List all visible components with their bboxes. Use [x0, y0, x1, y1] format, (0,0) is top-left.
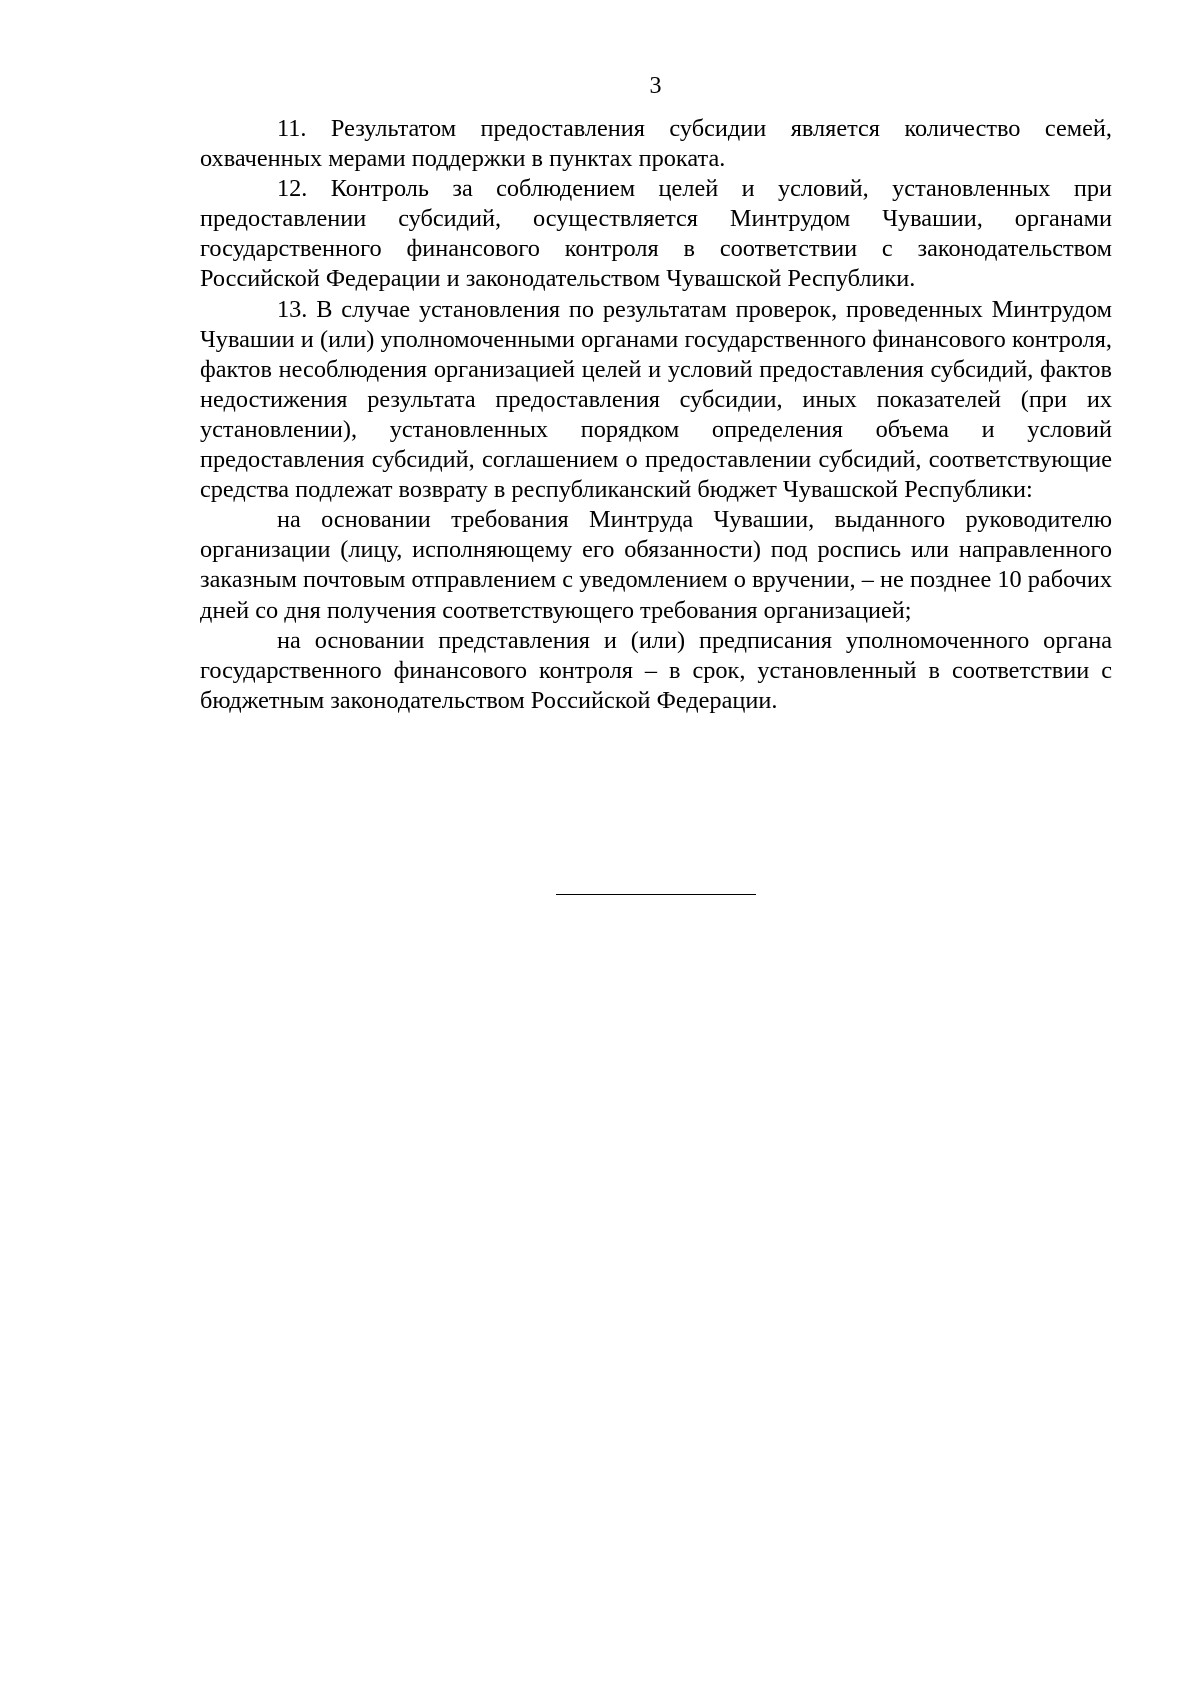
paragraph-13-clause-control-body: на основании представления и (или) предписания уполномоченного органа государственного финансового контроля – в срок, установленный в соответствии с бюджетным законодательством Российской Федерации.: [200, 626, 1112, 714]
document-body: [200, 114, 1112, 716]
paragraph-13-clause-requirement: на основании требования Минтруда Чувашии, выданного руководителю организации (лицу, исполняющему его обязанности) под роспись или направленного заказным почтовым отправлением с уведомлением о вручении, – не позднее 10 рабочих дней со дня получения соответствующего требования организацией;: [200, 506, 1112, 624]
paragraph-13: 13. В случае установления по результатам проверок, проведенных Минтрудом Чувашии и (или) уполномоченными органами государственного финансового контроля, фактов несоблюдения организацией целей и условий предоставления субсидий, фактов недостижения результата предоставления субсидии, иных показателей (при их установлении), установленных порядком определения объема и условий предоставления субсидий, соглашением о предоставлении субсидий, соответствующие средства подлежат возврату в республиканский бюджет Чувашской Республики:: [200, 295, 1112, 504]
paragraph-12: 12. Контроль за соблюдением целей и условий, установленных при предоставлении субсидий, осуществляется Минтрудом Чувашии, органами государственного финансового контроля в соответствии с законодательством Российской Федерации и законодательством Чувашской Республики.: [200, 175, 1112, 293]
page-number: 3: [649, 73, 662, 99]
paragraph-11: 11. Результатом предоставления субсидии является количество семей, охваченных мерами поддержки в пунктах проката.: [200, 115, 1112, 173]
end-separator-line: [556, 894, 756, 895]
